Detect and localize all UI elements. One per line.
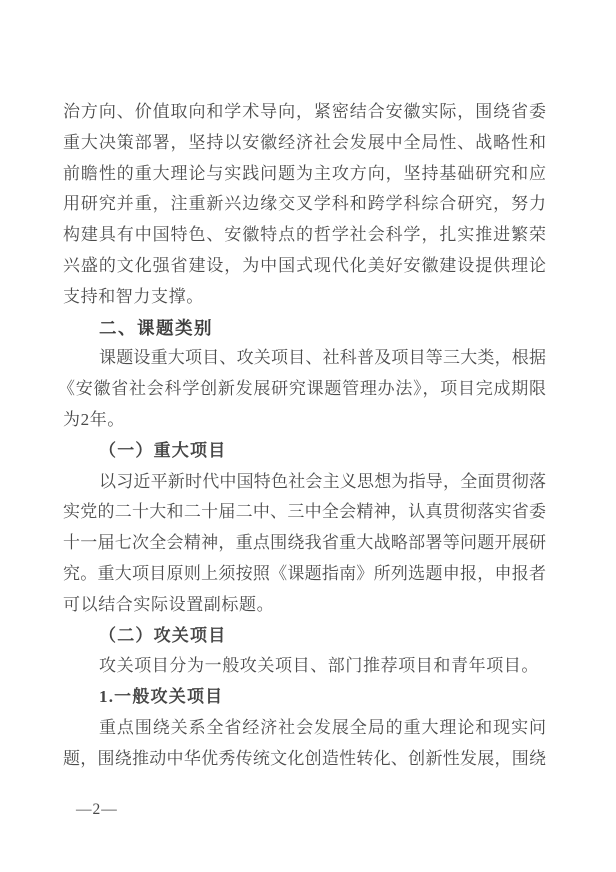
text-line: 兴盛的文化强省建设，为中国式现代化美好安徽建设提供理论 <box>63 255 546 275</box>
text-line: 支持和智力支撑。 <box>63 286 204 306</box>
text-line: 题，围绕推动中华优秀传统文化创造性转化、创新性发展，围绕 <box>63 748 546 768</box>
text-line: 《安徽省社会科学创新发展研究课题管理办法》，项目完成期限 <box>58 379 546 399</box>
text-line: 为2年。 <box>63 409 125 429</box>
text-line: 实党的二十大和二十届二中、三中全会精神，认真贯彻落实省委 <box>63 502 546 522</box>
text-line: 重大决策部署，坚持以安徽经济社会发展中全局性、战略性和 <box>63 132 546 152</box>
document-lines <box>58 97 546 775</box>
page-number: —2— <box>76 801 118 818</box>
text-line: 攻关项目分为一般攻关项目、部门推荐项目和青年项目。 <box>99 656 539 676</box>
text-line: 课题设重大项目、攻关项目、社科普及项目等三大类，根据 <box>99 348 546 368</box>
text-line: 前瞻性的重大理论与实践问题为主攻方向，坚持基础研究和应 <box>63 163 546 183</box>
text-line: 治方向、价值取向和学术导向，紧密结合安徽实际，围绕省委 <box>63 102 546 121</box>
text-line: 究。重大项目原则上须按照《课题指南》所列选题申报，申报者 <box>63 563 546 583</box>
text-line: 十一届七次全会精神，重点围绕我省重大战略部署等问题开展研 <box>63 533 546 553</box>
text-line: 重点围绕关系全省经济社会发展全局的重大理论和现实问 <box>99 717 546 737</box>
text-line: 以习近平新时代中国特色社会主义思想为指导，全面贯彻落 <box>99 471 546 491</box>
section-heading: （一）重大项目 <box>99 440 227 460</box>
section-heading: （二）攻关项目 <box>99 625 227 645</box>
text-line: 可以结合实际设置副标题。 <box>63 594 275 614</box>
section-heading: 二、课题类别 <box>99 317 213 338</box>
text-line: 构建具有中国特色、安徽特点的哲学社会科学，扎实推进繁荣 <box>63 225 546 245</box>
text-line: 用研究并重，注重新兴边缘交叉学科和跨学科综合研究，努力 <box>63 194 546 214</box>
section-heading: 1.一般攻关项目 <box>99 687 224 707</box>
